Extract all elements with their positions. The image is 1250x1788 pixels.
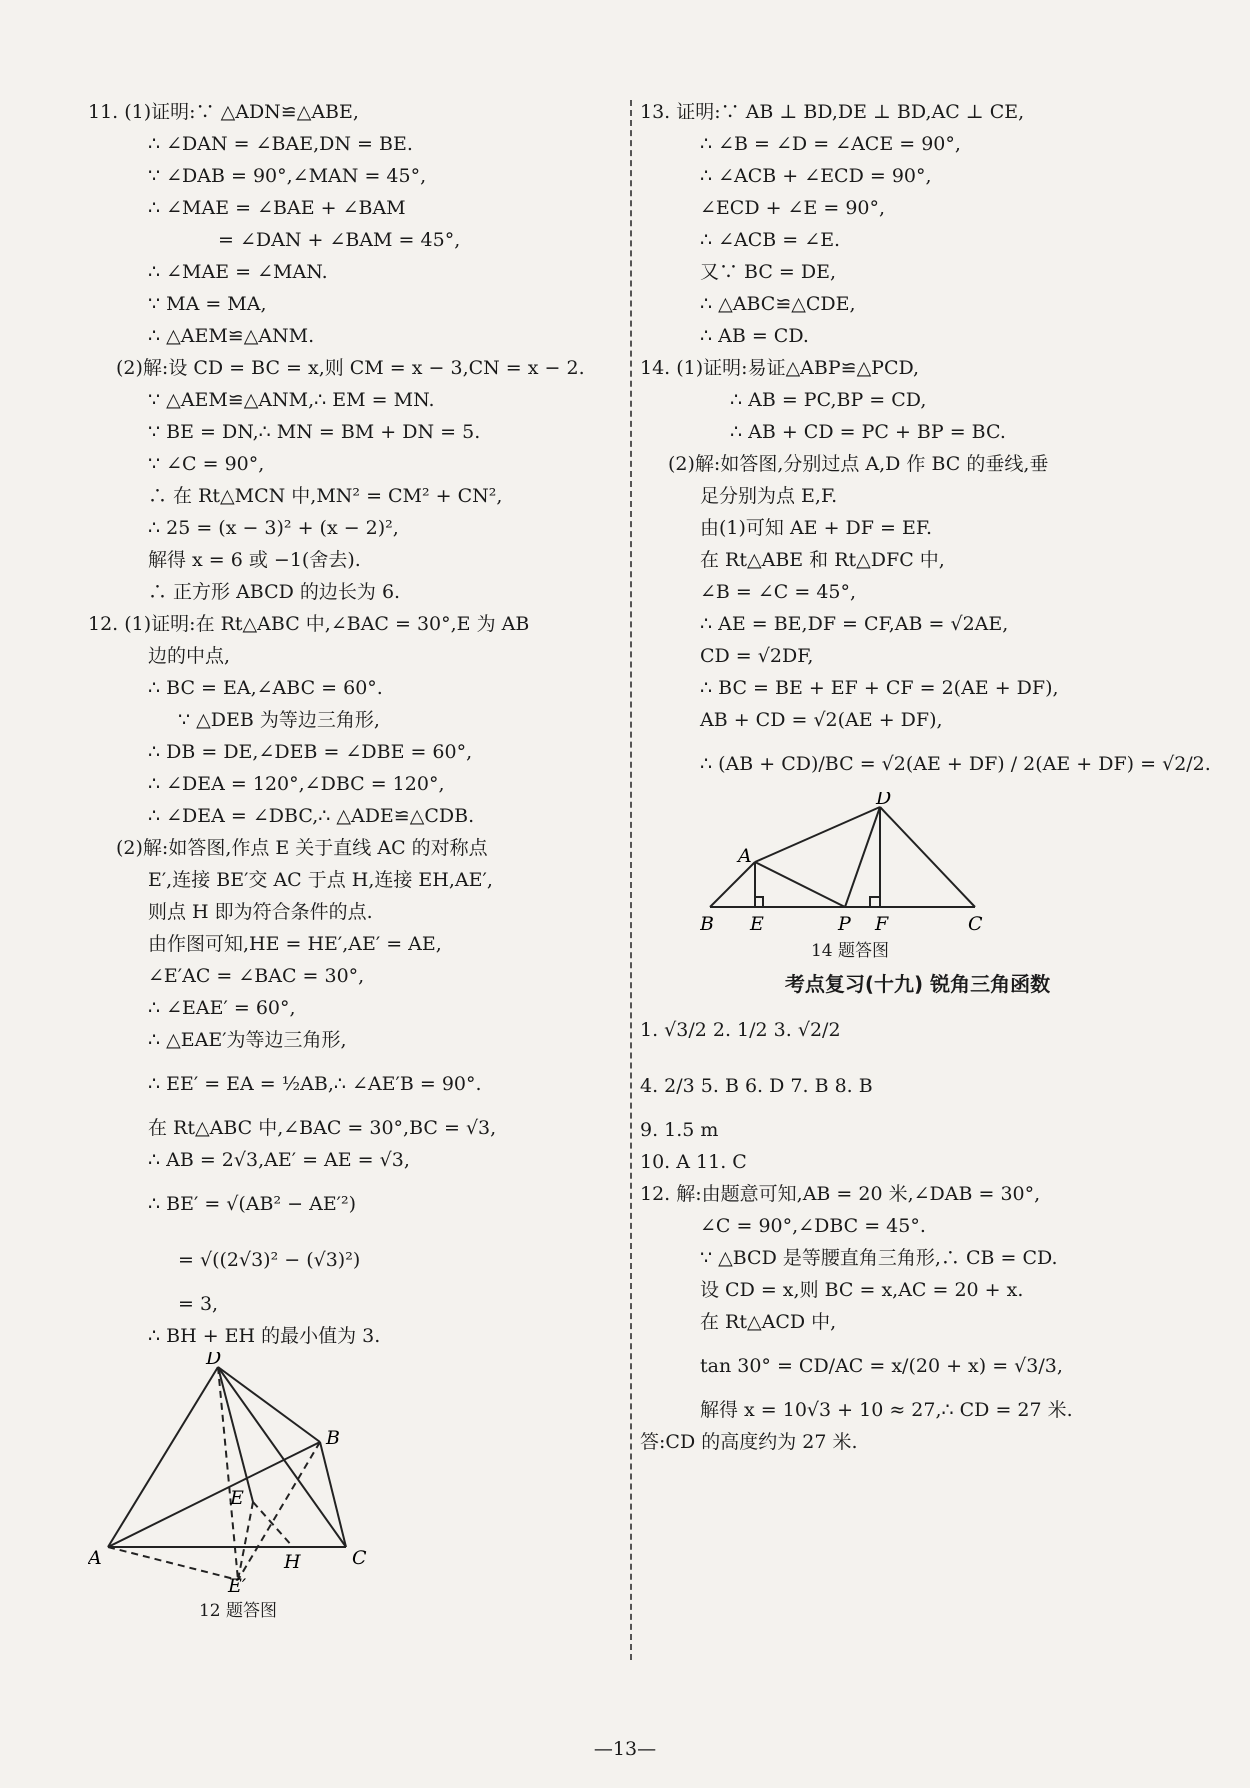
text-line: ∴ ∠B = ∠D = ∠ACE = 90°, xyxy=(700,132,961,155)
answer-line: ∠C = 90°,∠DBC = 45°. xyxy=(700,1214,926,1237)
text-line: 13. 证明:∵ AB ⊥ BD,DE ⊥ BD,AC ⊥ CE, xyxy=(640,100,1025,123)
text-line: ∴ ∠ACB + ∠ECD = 90°, xyxy=(700,164,932,187)
text-line: 解得 x = 6 或 −1(舍去). xyxy=(148,548,361,571)
text-line: ∴ DB = DE,∠DEB = ∠DBE = 60°, xyxy=(148,740,473,763)
right-column xyxy=(640,96,1211,1458)
answer-line: ∵ △BCD 是等腰直角三角形,∴ CB = CD. xyxy=(700,1246,1058,1269)
label-D: D xyxy=(206,1352,222,1369)
text-line: ∠B = ∠C = 45°, xyxy=(700,580,857,603)
label-E: E xyxy=(230,1487,244,1509)
text-line: ∵ △AEM≌△ANM,∴ EM = MN. xyxy=(148,388,435,411)
label-F: F xyxy=(875,913,889,932)
label-H: H xyxy=(284,1551,301,1573)
text-line: (2)解:如答图,作点 E 关于直线 AC 的对称点 xyxy=(116,836,488,859)
text-line: ∴ AB = 2√3,AE′ = AE = √3, xyxy=(148,1148,410,1171)
column-divider xyxy=(630,100,632,1660)
figure-12-caption: 12 题答图 xyxy=(198,1601,278,1621)
text-line: CD = √2DF, xyxy=(700,644,814,667)
text-line: 又∵ BC = DE, xyxy=(700,260,837,283)
label-D: D xyxy=(876,792,892,809)
text-line: ∴ AE = BE,DF = CF,AB = √2AE, xyxy=(700,612,1009,635)
figure-14 xyxy=(640,792,1195,936)
text-line: ∵ MA = MA, xyxy=(148,292,267,315)
text-line: ∴ BC = BE + EF + CF = 2(AE + DF), xyxy=(700,676,1059,699)
text-line: ∴ BC = EA,∠ABC = 60°. xyxy=(148,676,383,699)
text-line: ∴ △AEM≌△ANM. xyxy=(148,324,315,347)
section-title: 考点复习(十九) 锐角三角函数 xyxy=(784,971,1051,996)
answer-line: 在 Rt△ACD 中, xyxy=(700,1310,837,1333)
text-line: 足分别为点 E,F. xyxy=(700,484,838,507)
text-line: ∴ ∠MAE = ∠MAN. xyxy=(148,260,328,283)
text-line: ∴ BH + EH 的最小值为 3. xyxy=(148,1324,381,1347)
text-line: ∠ECD + ∠E = 90°, xyxy=(700,196,886,219)
label-A: A xyxy=(738,845,752,867)
text-line: ∴ 25 = (x − 3)² + (x − 2)², xyxy=(148,516,399,539)
figure-12 xyxy=(88,1352,628,1596)
text-line: ∴ EE′ = EA = ½AB,∴ ∠AE′B = 90°. xyxy=(148,1072,482,1095)
text-line: 边的中点, xyxy=(148,644,231,667)
text-line: 在 Rt△ABC 中,∠BAC = 30°,BC = √3, xyxy=(148,1116,497,1139)
text-line: ∴ 在 Rt△MCN 中,MN² = CM² + CN², xyxy=(148,484,503,507)
text-line: ∴ △ABC≌△CDE, xyxy=(700,292,856,315)
page-number: —13— xyxy=(593,1738,657,1760)
text-line: ∴ ∠EAE′ = 60°, xyxy=(148,996,296,1019)
answer-line: 4. 2/3 5. B 6. D 7. B 8. B xyxy=(640,1074,873,1097)
answer-line: 设 CD = x,则 BC = x,AC = 20 + x. xyxy=(700,1278,1024,1301)
answer-line: 答:CD 的高度约为 27 米. xyxy=(640,1430,858,1453)
answer-line: 10. A 11. C xyxy=(640,1150,747,1173)
text-line: ∵ ∠C = 90°, xyxy=(148,452,265,475)
answer-line: 9. 1.5 m xyxy=(640,1118,719,1141)
label-B: B xyxy=(326,1427,340,1449)
text-line: ∴ AB = CD. xyxy=(700,324,809,347)
text-line: ∵ ∠DAB = 90°,∠MAN = 45°, xyxy=(148,164,427,187)
answer-line: tan 30° = CD/AC = x/(20 + x) = √3/3, xyxy=(700,1354,1063,1377)
label-E: E xyxy=(750,913,764,932)
text-line: ∴ ∠MAE = ∠BAE + ∠BAM xyxy=(148,196,406,219)
label-P: P xyxy=(838,913,851,932)
text-line: 由作图可知,HE = HE′,AE′ = AE, xyxy=(148,932,442,955)
text-line: AB + CD = √2(AE + DF), xyxy=(700,708,943,731)
text-line: 14. (1)证明:易证△ABP≌△PCD, xyxy=(640,356,920,379)
label-A: A xyxy=(88,1547,102,1569)
text-line: ∴ BE′ = √(AB² − AE′²) xyxy=(148,1192,357,1215)
text-line: ∴ (AB + CD)/BC = √2(AE + DF) / 2(AE + DF) = √2/2. xyxy=(700,752,1211,775)
text-line: 在 Rt△ABE 和 Rt△DFC 中, xyxy=(700,548,945,571)
text-line: ∵ BE = DN,∴ MN = BM + DN = 5. xyxy=(148,420,481,443)
text-line: 由(1)可知 AE + DF = EF. xyxy=(700,516,933,539)
text-line: ∴ ∠ACB = ∠E. xyxy=(700,228,841,251)
text-line: ∴ ∠DEA = 120°,∠DBC = 120°, xyxy=(148,772,445,795)
text-line: = ∠DAN + ∠BAM = 45°, xyxy=(218,228,461,251)
text-line: = 3, xyxy=(178,1292,219,1315)
figure-14-caption: 14 题答图 xyxy=(810,941,890,961)
text-line: ∴ ∠DAN = ∠BAE,DN = BE. xyxy=(148,132,413,155)
text-line: E′,连接 BE′交 AC 于点 H,连接 EH,AE′, xyxy=(148,868,493,891)
answer-line: 1. √3/2 2. 1/2 3. √2/2 xyxy=(640,1018,841,1041)
left-column xyxy=(88,96,628,1622)
text-line: 11. (1)证明:∵ △ADN≌△ABE, xyxy=(88,100,359,123)
label-E-prime: E′ xyxy=(228,1575,247,1592)
text-line: ∴ 正方形 ABCD 的边长为 6. xyxy=(148,580,401,603)
answer-line: 12. 解:由题意可知,AB = 20 米,∠DAB = 30°, xyxy=(640,1182,1041,1205)
label-C: C xyxy=(968,913,983,932)
label-C: C xyxy=(352,1547,367,1569)
text-line: 则点 H 即为符合条件的点. xyxy=(148,900,373,923)
text-line: ∴ AB + CD = PC + BP = BC. xyxy=(730,420,1006,443)
text-line: = √((2√3)² − (√3)²) xyxy=(178,1248,361,1271)
text-line: (2)解:设 CD = BC = x,则 CM = x − 3,CN = x − 2. xyxy=(116,356,585,379)
text-line: ∴ AB = PC,BP = CD, xyxy=(730,388,927,411)
text-line: ∠E′AC = ∠BAC = 30°, xyxy=(148,964,365,987)
answer-line: 解得 x = 10√3 + 10 ≈ 27,∴ CD = 27 米. xyxy=(700,1398,1073,1421)
text-line: ∴ △EAE′为等边三角形, xyxy=(148,1028,347,1051)
text-line: 12. (1)证明:在 Rt△ABC 中,∠BAC = 30°,E 为 AB xyxy=(88,612,530,635)
text-line: ∴ ∠DEA = ∠DBC,∴ △ADE≌△CDB. xyxy=(148,804,475,827)
text-line: ∵ △DEB 为等边三角形, xyxy=(178,708,380,731)
label-B: B xyxy=(700,913,714,932)
text-line: (2)解:如答图,分别过点 A,D 作 BC 的垂线,垂 xyxy=(668,452,1049,475)
